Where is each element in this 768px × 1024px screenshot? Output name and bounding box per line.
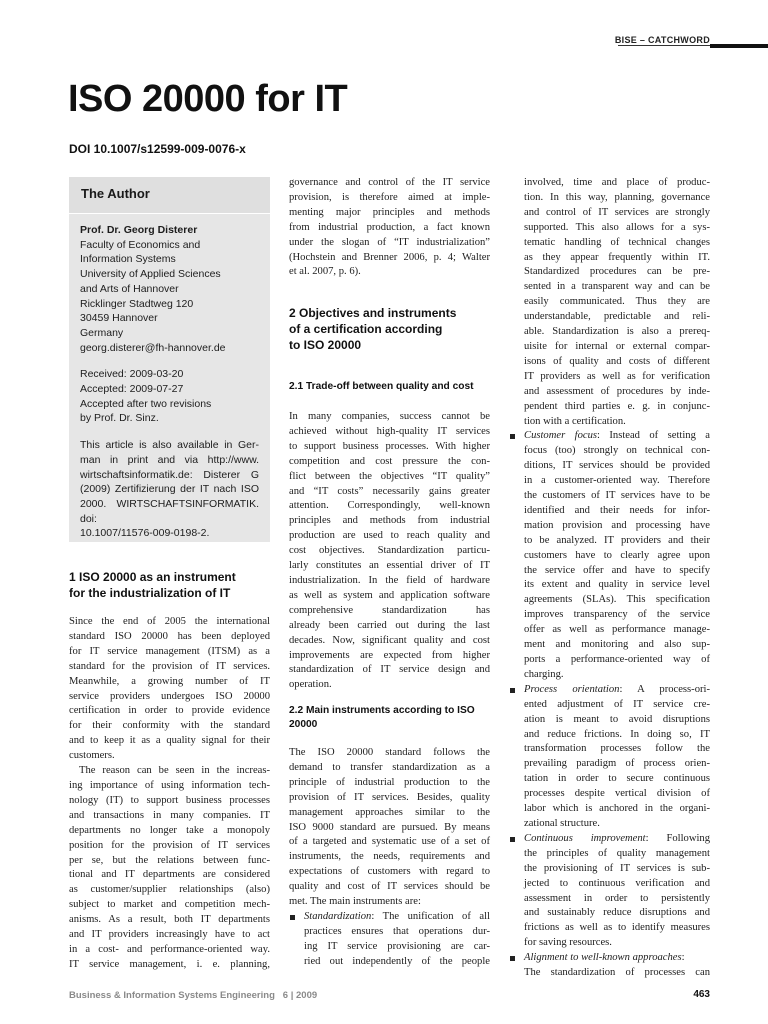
address-line: University of Applied Sciences [80, 268, 221, 281]
author-name: Prof. Dr. Georg Disterer [80, 224, 198, 236]
author-email-link[interactable]: georg.disterer@fh-hannover.de [80, 341, 226, 354]
section-1-heading: 1 ISO 20000 as an instrument for the industrialization of IT [69, 570, 236, 600]
bullet-square-icon [290, 915, 295, 920]
availability-line: man in print and via http://www. [80, 453, 259, 466]
address-line: Information Systems [80, 253, 176, 266]
history-line: Received: 2009-03-20 [80, 368, 184, 381]
section-2-heading: 2 Objectives and instruments of a certification according to ISO 20000 [289, 306, 457, 352]
history-line: Accepted after two revisions [80, 397, 212, 410]
author-box-heading: The Author [81, 186, 150, 201]
subsection-2-2-body [289, 746, 490, 970]
availability-line: wirtschaftsinformatik.de: Disterer G [80, 468, 259, 481]
column-2-intro [289, 176, 490, 280]
address-line: Germany [80, 326, 124, 339]
page-number: 463 [693, 989, 710, 1000]
subsection-2-2-heading: 2.2 Main instruments according to ISO 20000 [289, 705, 475, 730]
article-title: ISO 20000 for IT [68, 78, 348, 120]
bullet-square-icon [510, 837, 515, 842]
history-line: Accepted: 2009-07-27 [80, 383, 184, 396]
paragraph: In many companies, success cannot be achieved without high-quality IT services to support business processes. With higher competition and cost pressure the con- flict between the objectives “IT quality” and “IT costs” necessarily gains greater attention. Correspondingly, well-known principles and methods from industrial production are used to reach quality and cost objectives. Standardization particu- larly constitutes an essential driver of IT industrialization. In the field of hardware as well as system and application software comprehensive standardization has already been carried out during the last decades. Now, significant quality and cost improvements are expected from higher standardization of IT service design and operation. [289, 411, 490, 691]
paragraph: The ISO 20000 standard follows the demand to transfer standardization as a principle of industrial production to the provision of IT services. Besides, quality management approaches similar to the ISO 9000 standard are pursued. By means of a targeted and systematic use of a set of instruments, the needs, requirements and expectations of customers with regard to quality and cost of IT services should be met. The main instruments are: [289, 747, 490, 908]
article-doi[interactable]: DOI 10.1007/s12599-009-0076-x [69, 142, 246, 156]
address-line: Faculty of Economics and [80, 238, 201, 251]
history-line: by Prof. Dr. Sinz. [80, 412, 159, 425]
bullet-square-icon [510, 956, 515, 961]
bullet-customer-focus: Customer focus: Instead of setting a focus (too) strongly on technical con- ditions, IT services should be provided in a customer-oriented way. Therefore the customers of IT services have to be identified and their needs for infor- mation provision and processing have to be analyzed. IT providers and their customers have to clearly agree upon the service offer and have to specify its extent and quality in service level agreements (SLAs). This specification improves transparency of the service offer as well as performance manage- ment and monitoring and also sup- ports a performance-oriented way of charging. [509, 429, 710, 682]
bullet-continuous-improvement: Continuous improvement: Following the principles of quality management the provisioning of IT services is sub- jected to continuous verification and assessment in order to persistently and sustainably reduce disruptions and frictions as well as to identify measures for saving resources. [509, 832, 710, 951]
availability-line: 10.1007/11576-009-0198-2. [80, 527, 210, 540]
section-1-body [69, 615, 270, 973]
subsection-2-1-body [289, 410, 490, 693]
address-line: Ricklinger Stadtweg 120 [80, 297, 194, 310]
column-3-body [509, 176, 710, 981]
header-tag: BISE – CATCHWORD [614, 35, 710, 45]
bullet-standardization: Standardization: The unification of all practices ensures that operations dur- ing IT service provisioning are car- ried out independently of the people [289, 910, 490, 970]
availability-line: 2000. WIRTSCHAFTSINFORMATIK. doi: [80, 497, 259, 525]
paragraph: involved, time and place of produc- tion. In this way, planning, governance and control of IT services are strongly supported. This also allows for a sys- tematic handling of technical changes as they appear frequently within IT. Standardized procedures can be pre- sented in a transparent way and can be easily communicated. Thus they are understandable, predictable and reli- able. Standardization is also a prereq- uisite for internal or external compar- isons of quality and costs of different IT providers as well as for verification and assessment of procedures by inde- pendent third parties e. g. in conjunc- tion with a certification. [524, 177, 710, 427]
bullet-alignment: Alignment to well-known approaches: The standardization of processes can [509, 951, 710, 981]
author-box [69, 177, 270, 542]
author-address [80, 238, 259, 356]
availability-line: (2009) Zertifizierung der IT nach ISO [80, 483, 259, 496]
availability-line: This article is also available in Ger- [80, 439, 259, 452]
availability-note [80, 438, 259, 541]
paragraph: governance and control of the IT service provision, is therefore aimed at imple- menting major principles and methods from industrial production, a fact known under the slogan of “IT industrialization” (Hochstein and Brenner 2006, p. 4; Walter et al. 2007, p. 6). [289, 177, 490, 278]
header-rule [618, 45, 710, 46]
author-box-body [69, 213, 270, 542]
header-rule-accent [710, 44, 768, 48]
bullet-square-icon [510, 434, 515, 439]
paragraph: The reason can be seen in the increas- ing importance of using information tech- nology (IT) to support business processes and transactions in many companies. IT departments no longer take a monopoly position for the provision of IT services per se, but the relations between func- tional and IT departments are considered as customer/supplier relationships (also) subject to market and competition mech- anisms. As a result, both IT departments and IT providers increasingly have to act in a cost- and performance-oriented way. IT service management, i. e. planning, [69, 765, 270, 970]
submission-history [80, 367, 259, 426]
address-line: 30459 Hannover [80, 312, 158, 325]
paragraph: Since the end of 2005 the international standard ISO 20000 has been deployed for IT service management (ITSM) as a standard for the provision of IT services. Meanwhile, a growing number of IT service providers undergoes ISO 20000 certification in order to provide evidence for their conformity with the standard and to keep it as a quality signal for their customers. [69, 616, 270, 762]
address-line: and Arts of Hannover [80, 282, 179, 295]
subsection-2-1-heading: 2.1 Trade-off between quality and cost [289, 381, 474, 392]
bullet-process-orientation: Process orientation: A process-ori- ented adjustment of IT service cre- ation is meant to avoid disruptions and reduce frictions. In doing so, IT transformation processes follow the prevailing paradigm of process orien- tation in order to secure continuous processes despite vertical division of labor which is anchored in the organi- zational structure. [509, 683, 710, 832]
bullet-square-icon [510, 688, 515, 693]
footer-journal: Business & Information Systems Engineering 6 | 2009 [69, 990, 318, 1001]
